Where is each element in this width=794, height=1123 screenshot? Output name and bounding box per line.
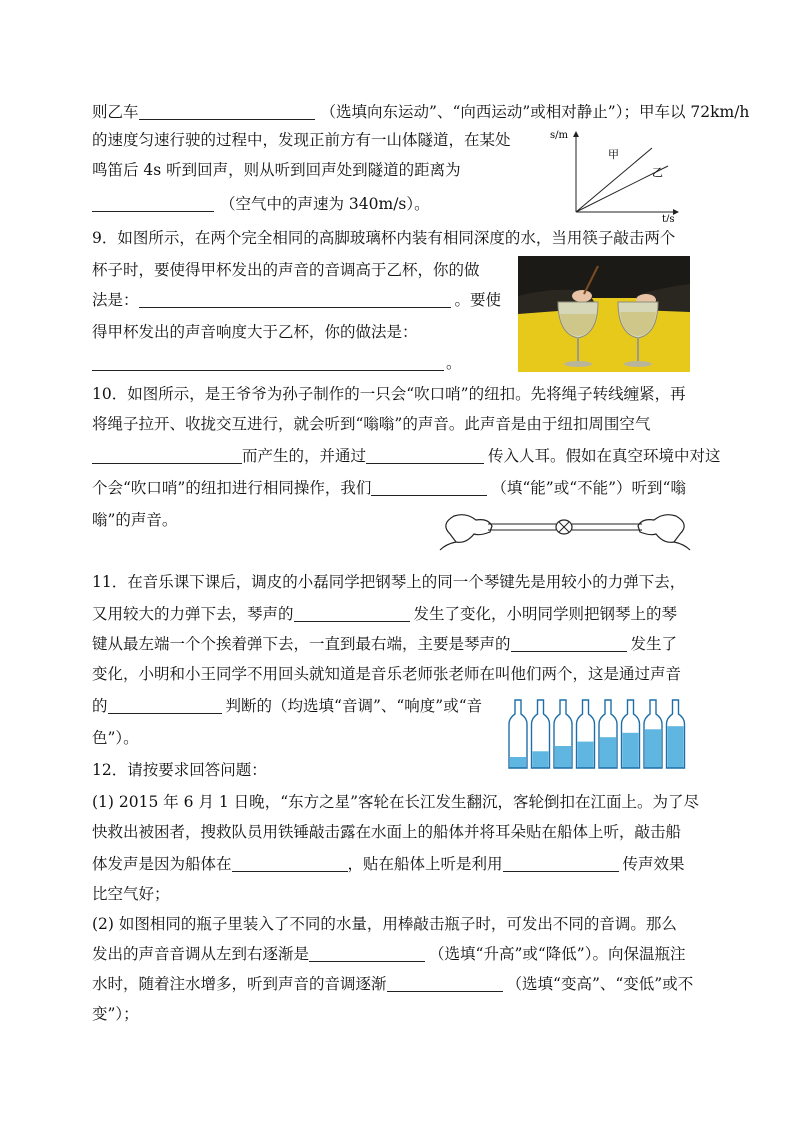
bottle-water (578, 742, 594, 768)
q10-text: 传入人耳。假如在真空环境中对这 (488, 447, 721, 465)
q11-text: 发生了 (630, 635, 678, 653)
q10-line-3 (92, 446, 721, 466)
q10-line-5: 嗡”的声音。 (92, 511, 178, 529)
answer-blank[interactable] (511, 635, 627, 652)
water-bottles-illustration (506, 698, 696, 770)
answer-blank[interactable] (366, 447, 484, 464)
bottle-water (533, 751, 549, 768)
q11-line-4: 变化，小明和小王同学不用回头就知道是音乐老师张老师在叫他们两个，这是通过声音 (92, 665, 682, 683)
bottle-water (510, 757, 526, 768)
q12-text: ，贴在船体上听是利用 (347, 855, 503, 873)
q8-text: （选填向东运动”、“向西运动”或相对静止”）；甲车以 72km/h (320, 103, 750, 121)
bottle-water (623, 733, 639, 768)
q12-text: 体发声是因为船体在 (92, 855, 232, 873)
q11-text: 的 (92, 697, 108, 715)
q8-line-1 (92, 102, 749, 122)
line-a-label: 甲 (608, 148, 619, 161)
q9-line-5 (92, 353, 462, 373)
answer-blank[interactable] (92, 354, 444, 371)
bottle-water (645, 729, 661, 768)
answer-blank[interactable] (92, 447, 242, 464)
q9-text: 。 (446, 354, 462, 372)
answer-blank[interactable] (309, 945, 425, 962)
bottle (667, 700, 685, 768)
q12-text: 传声效果 (622, 855, 685, 873)
q11-text: 键从最左端一个个挨着弹下去，一直到最右端，主要是琴声的 (92, 635, 511, 653)
q8-text: 则乙车 (92, 103, 139, 121)
q12-text: 水时，随着注水增多，听到声音的音调逐渐 (92, 975, 387, 993)
answer-blank[interactable] (92, 195, 214, 212)
bottle (644, 700, 662, 768)
q9-line-3 (92, 290, 501, 310)
q11-line-5 (92, 696, 482, 716)
q11-line-3 (92, 634, 677, 654)
bottle-water (668, 726, 684, 768)
answer-blank[interactable] (503, 855, 619, 872)
q11-line-2 (92, 604, 677, 624)
bottle (509, 700, 527, 768)
q9-line-2: 杯子时，要使得甲杯发出的声音的音调高于乙杯，你的做 (92, 261, 480, 279)
q12-text: （选填“升高”或“降低”）。向保温瓶注 (429, 945, 686, 963)
answer-blank[interactable] (139, 103, 315, 120)
q11-line-1: 11．在音乐课下课后，调皮的小磊同学把钢琴上的同一个琴键先是用较小的力弹下去， (92, 573, 686, 591)
y-axis-label: s/m (550, 130, 568, 141)
q9-text: 法是： (92, 291, 139, 309)
q12-part1-line-2: 快救出被困者，搜救队员用铁锤敲击露在水面上的船体并将耳朵贴在船体上听，敲击船 (92, 823, 682, 841)
button-whistle-illustration (436, 504, 694, 556)
q11-text: 又用较大的力弹下去，琴声的 (92, 605, 294, 623)
bottle-water (555, 746, 571, 768)
answer-blank[interactable] (294, 605, 410, 622)
q8-line-2: 的速度匀速行驶的过程中，发现正前方有一山体隧道，在某处 (92, 131, 511, 149)
q11-text: 发生了变化，小明同学则把钢琴上的琴 (413, 605, 678, 623)
q12-text: 发出的声音音调从左到右逐渐是 (92, 945, 310, 963)
q10-line-1: 10．如图所示，是王爷爷为孙子制作的一只会“吹口哨”的纽扣。先将绳子转线缠紧，再 (92, 385, 686, 403)
q12-part1-line-4: 比空气好； (92, 885, 170, 903)
q10-text: 个会“吹口哨”的纽扣进行相同操作，我们 (92, 479, 372, 497)
q12-part2-line-1: (2) 如图相同的瓶子里装入了不同的水量，用棒敲击瓶子时，可发出不同的音调。那么 (92, 915, 677, 933)
q8-text: （空气中的声速为 340m/s）。 (220, 195, 430, 213)
q10-text: （填“能”或“不能”）听到“嗡 (491, 479, 686, 497)
q12-part1-line-1: (1) 2015 年 6 月 1 日晚，“东方之星”客轮在长江发生翻沉，客轮倒扣在江面上。为了尽 (92, 793, 700, 811)
q10-line-4 (92, 478, 686, 498)
answer-blank[interactable] (387, 975, 503, 992)
bottle (532, 700, 550, 768)
s-t-graph (548, 126, 684, 222)
line-b-label: 乙 (652, 166, 663, 179)
bottle-water (600, 737, 616, 768)
q12-line-1: 12．请按要求回答问题： (92, 761, 267, 779)
answer-blank[interactable] (232, 855, 348, 872)
q10-line-2: 将绳子拉开、收拢交互进行，就会听到“嗡嗡”的声音。此声音是由于纽扣周围空气 (92, 415, 651, 433)
answer-blank[interactable] (108, 697, 222, 714)
q9-line-4: 得甲杯发出的声音响度大于乙杯，你的做法是： (92, 323, 418, 341)
q9-line-1: 9．如图所示，在两个完全相同的高脚玻璃杯内装有相同深度的水，当用筷子敲击两个 (92, 229, 676, 247)
bottle (599, 700, 617, 768)
q12-part1-line-3 (92, 854, 685, 874)
q8-line-4 (92, 194, 430, 214)
q11-line-6: 色”）。 (92, 729, 139, 747)
q12-text: （选填“变高”、“变低”或不 (506, 975, 694, 993)
x-axis-label: t/s (662, 214, 675, 222)
answer-blank[interactable] (139, 291, 451, 308)
bottle (622, 700, 640, 768)
q12-part2-line-3 (92, 974, 693, 994)
q11-text: 判断的（均选填“音调”、“响度”或“音 (225, 697, 483, 715)
q12-part2-line-2 (92, 944, 685, 964)
q12-part2-line-4: 变”）； (92, 1005, 139, 1023)
q8-line-3: 鸣笛后 4s 听到回声，则从听到回声处到隧道的距离为 (92, 161, 461, 179)
wine-glasses-photo (518, 256, 690, 372)
bottle (554, 700, 572, 768)
answer-blank[interactable] (371, 479, 487, 496)
q10-text: 而产生的，并通过 (242, 447, 367, 465)
q9-text: 。要使 (454, 291, 502, 309)
bottle (577, 700, 595, 768)
